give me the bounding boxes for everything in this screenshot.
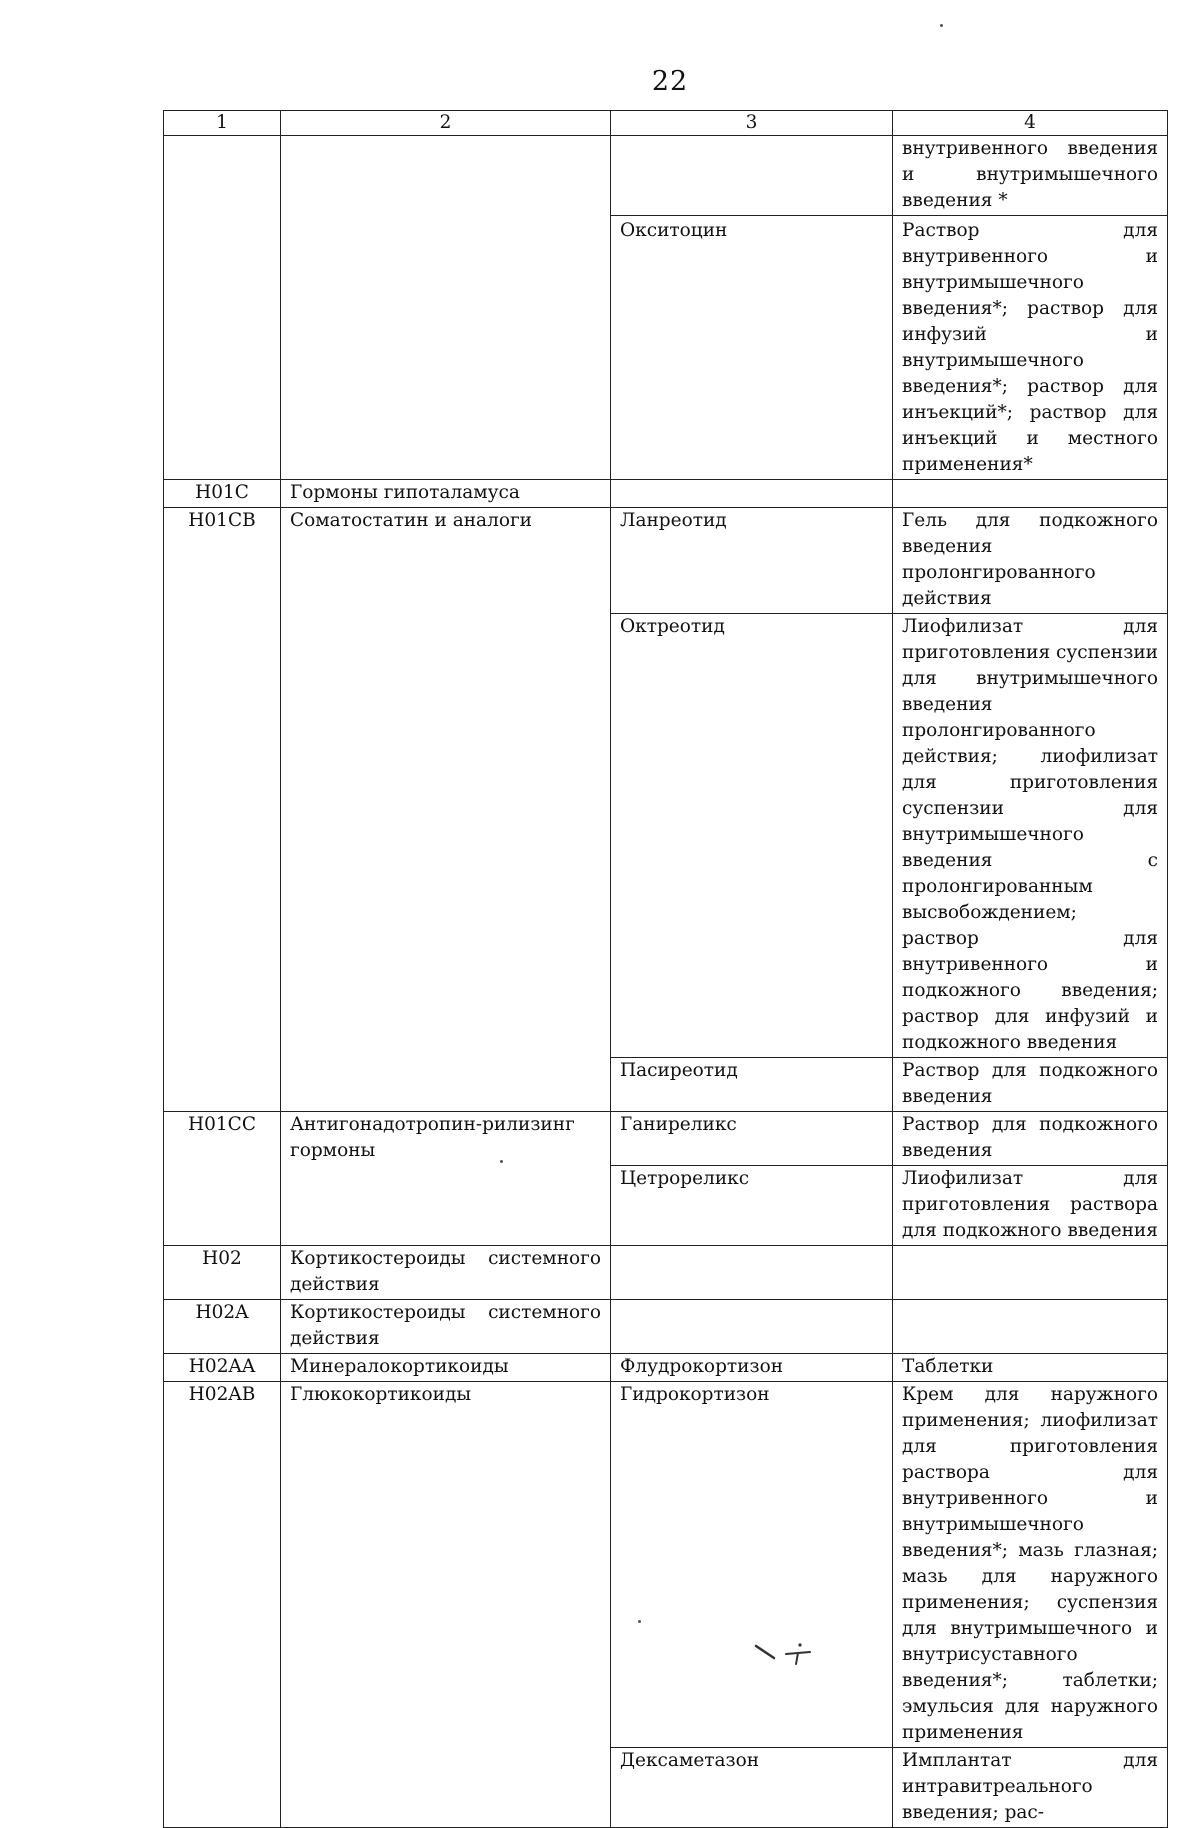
atc-code-cell: H02 — [164, 1246, 281, 1300]
scan-speck — [500, 1160, 503, 1163]
atc-code-cell: H02A — [164, 1300, 281, 1354]
drug-name-cell — [611, 1300, 893, 1354]
group-name-cell: Соматостатин и аналоги — [281, 508, 611, 1112]
table-row — [164, 1300, 1168, 1354]
dosage-form-cell: Раствор для подкожного введения — [893, 1112, 1168, 1166]
table-row — [164, 508, 1168, 614]
dosage-form-cell — [893, 1246, 1168, 1300]
dosage-form-cell: Раствор для подкожного введения — [893, 1058, 1168, 1112]
dosage-form-cell: Крем для наружного применения; лиофилизат для приготовления раствора для внутривенного и внутримышечного введения*; мазь глазная; мазь для наружного применения; суспензия для внутримышечного и внутрисуставного введения*; таблетки; эмульсия для наружного применения — [893, 1382, 1168, 1748]
table-row — [164, 1354, 1168, 1382]
column-header-4: 4 — [893, 111, 1168, 136]
group-name-cell: Минералокортикоиды — [281, 1354, 611, 1382]
column-header-3: 3 — [611, 111, 893, 136]
column-header-1: 1 — [164, 111, 281, 136]
dosage-form-cell: Имплантат для интравитреального введения; рас- — [893, 1748, 1168, 1828]
table-row — [164, 136, 1168, 216]
dosage-form-cell: внутривенного введения и внутримышечного введения * — [893, 136, 1168, 216]
group-name-cell — [281, 136, 611, 480]
atc-code-cell: H02AB — [164, 1382, 281, 1828]
group-name-cell: Гормоны гипоталамуса — [281, 480, 611, 508]
table-row — [164, 1112, 1168, 1166]
drug-name-cell: Гидрокортизон — [611, 1382, 893, 1748]
drug-name-cell: Цетрореликс — [611, 1166, 893, 1246]
drug-name-cell — [611, 136, 893, 216]
column-header-2: 2 — [281, 111, 611, 136]
dosage-form-cell — [893, 1300, 1168, 1354]
scan-speck — [638, 1620, 641, 1623]
group-name-cell: Глюкокортикоиды — [281, 1382, 611, 1828]
scan-speck — [940, 24, 943, 27]
table-row — [164, 1246, 1168, 1300]
table-row — [164, 480, 1168, 508]
drug-name-cell: Дексаметазон — [611, 1748, 893, 1828]
atc-code-cell: H01C — [164, 480, 281, 508]
table-row — [164, 1382, 1168, 1748]
drug-name-cell: Пасиреотид — [611, 1058, 893, 1112]
dosage-form-cell: Раствор для внутривенного и внутримышечного введения*; раствор для инфузий и внутримышечного введения*; раствор для инъекций*; раствор для инъекций и местного применения* — [893, 216, 1168, 480]
drug-name-cell: Октреотид — [611, 614, 893, 1058]
drug-name-cell: Ланреотид — [611, 508, 893, 614]
group-name-cell: Кортикостероиды системного действия — [281, 1300, 611, 1354]
handwritten-mark-icon — [752, 1640, 822, 1670]
atc-code-cell — [164, 136, 281, 480]
drug-name-cell — [611, 480, 893, 508]
dosage-form-cell — [893, 480, 1168, 508]
drug-name-cell: Окситоцин — [611, 216, 893, 480]
page-number: 22 — [0, 66, 1200, 97]
atc-code-cell: H01CB — [164, 508, 281, 1112]
dosage-form-cell: Лиофилизат для приготовления суспензии для внутримышечного введения пролонгированного действия; лиофилизат для приготовления суспензии для внутримышечного введения с пролонгированным высвобождением; раствор для внутривенного и подкожного введения; раствор для инфузий и подкожного введения — [893, 614, 1168, 1058]
table-header-row — [164, 111, 1168, 136]
atc-code-cell: H02AA — [164, 1354, 281, 1382]
dosage-form-cell: Лиофилизат для приготовления раствора для подкожного введения — [893, 1166, 1168, 1246]
drug-name-cell — [611, 1246, 893, 1300]
dosage-form-cell: Таблетки — [893, 1354, 1168, 1382]
drug-name-cell: Ганиреликс — [611, 1112, 893, 1166]
group-name-cell: Кортикостероиды системного действия — [281, 1246, 611, 1300]
drug-name-cell: Флудрокортизон — [611, 1354, 893, 1382]
dosage-form-cell: Гель для подкожного введения пролонгированного действия — [893, 508, 1168, 614]
atc-code-cell: H01CC — [164, 1112, 281, 1246]
group-name-cell: Антигонадотропин-рилизинг гормоны — [281, 1112, 611, 1246]
drug-table — [163, 110, 1168, 1828]
